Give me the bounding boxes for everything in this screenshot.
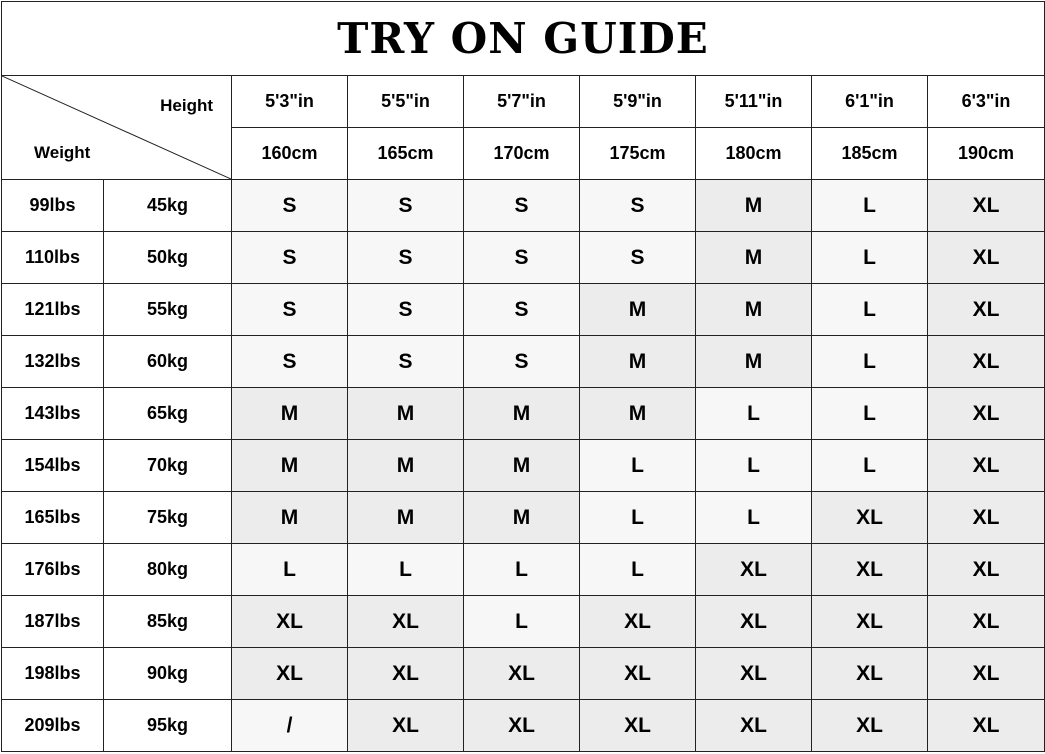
size-cell: L xyxy=(812,440,928,492)
size-cell: L xyxy=(812,180,928,232)
height-cm-header: 180cm xyxy=(696,128,812,180)
size-cell: XL xyxy=(464,648,580,700)
size-cell: S xyxy=(464,232,580,284)
size-cell: XL xyxy=(580,596,696,648)
size-cell: L xyxy=(348,544,464,596)
size-cell: M xyxy=(464,492,580,544)
size-cell: M xyxy=(348,440,464,492)
size-cell: XL xyxy=(812,492,928,544)
size-cell: S xyxy=(348,336,464,388)
size-cell: XL xyxy=(928,388,1045,440)
size-cell: XL xyxy=(928,284,1045,336)
weight-lbs-cell: 165lbs xyxy=(2,492,104,544)
weight-kg-cell: 95kg xyxy=(104,700,232,752)
height-cm-header: 165cm xyxy=(348,128,464,180)
size-cell: L xyxy=(580,492,696,544)
size-cell: S xyxy=(580,232,696,284)
size-cell: L xyxy=(696,492,812,544)
size-cell: XL xyxy=(348,648,464,700)
weight-kg-cell: 45kg xyxy=(104,180,232,232)
size-cell: L xyxy=(812,388,928,440)
diagonal-divider xyxy=(2,76,231,179)
table-row xyxy=(2,700,1045,752)
table-row xyxy=(2,544,1045,596)
table-row xyxy=(2,284,1045,336)
size-cell: S xyxy=(464,180,580,232)
size-cell: XL xyxy=(348,700,464,752)
table-row xyxy=(2,596,1045,648)
size-cell: XL xyxy=(348,596,464,648)
height-cm-header: 190cm xyxy=(928,128,1045,180)
size-cell: XL xyxy=(812,648,928,700)
weight-lbs-cell: 143lbs xyxy=(2,388,104,440)
size-cell: XL xyxy=(928,440,1045,492)
weight-lbs-cell: 198lbs xyxy=(2,648,104,700)
height-in-header: 5'3"in xyxy=(232,76,348,128)
size-guide-table xyxy=(1,1,1045,752)
weight-kg-cell: 65kg xyxy=(104,388,232,440)
corner-header xyxy=(2,76,232,180)
weight-kg-cell: 55kg xyxy=(104,284,232,336)
size-cell: XL xyxy=(928,180,1045,232)
size-cell: M xyxy=(464,388,580,440)
size-cell: XL xyxy=(696,544,812,596)
size-cell: M xyxy=(580,388,696,440)
table-row xyxy=(2,492,1045,544)
size-cell: L xyxy=(464,544,580,596)
size-cell: L xyxy=(464,596,580,648)
size-cell: M xyxy=(348,388,464,440)
height-in-header: 5'7"in xyxy=(464,76,580,128)
size-cell: L xyxy=(812,284,928,336)
table-row xyxy=(2,648,1045,700)
weight-lbs-cell: 121lbs xyxy=(2,284,104,336)
size-cell: XL xyxy=(232,596,348,648)
table-row xyxy=(2,232,1045,284)
size-cell: S xyxy=(464,336,580,388)
table-row xyxy=(2,440,1045,492)
size-cell: XL xyxy=(232,648,348,700)
weight-kg-cell: 85kg xyxy=(104,596,232,648)
size-cell: L xyxy=(232,544,348,596)
size-cell: XL xyxy=(928,336,1045,388)
height-in-header: 5'5"in xyxy=(348,76,464,128)
size-cell: S xyxy=(348,284,464,336)
size-cell: M xyxy=(696,180,812,232)
size-cell: XL xyxy=(928,544,1045,596)
size-cell: XL xyxy=(928,648,1045,700)
size-cell: M xyxy=(696,232,812,284)
size-cell: S xyxy=(348,180,464,232)
size-cell: L xyxy=(696,388,812,440)
size-cell: L xyxy=(812,336,928,388)
weight-lbs-cell: 209lbs xyxy=(2,700,104,752)
size-cell: M xyxy=(232,492,348,544)
size-cell: S xyxy=(348,232,464,284)
weight-lbs-cell: 187lbs xyxy=(2,596,104,648)
weight-lbs-cell: 99lbs xyxy=(2,180,104,232)
size-cell: XL xyxy=(928,232,1045,284)
height-cm-header: 170cm xyxy=(464,128,580,180)
weight-kg-cell: 50kg xyxy=(104,232,232,284)
size-cell: S xyxy=(232,180,348,232)
size-cell: XL xyxy=(928,596,1045,648)
weight-lbs-cell: 176lbs xyxy=(2,544,104,596)
size-cell: L xyxy=(580,544,696,596)
size-cell: M xyxy=(348,492,464,544)
size-cell: M xyxy=(232,440,348,492)
page-title: TRY ON GUIDE xyxy=(2,2,1045,76)
weight-axis-label: Weight xyxy=(34,143,91,162)
size-cell: XL xyxy=(812,596,928,648)
size-cell: S xyxy=(232,232,348,284)
size-cell: S xyxy=(232,284,348,336)
height-cm-header: 160cm xyxy=(232,128,348,180)
size-cell: L xyxy=(696,440,812,492)
size-cell: XL xyxy=(580,700,696,752)
size-cell: M xyxy=(696,336,812,388)
size-cell: S xyxy=(580,180,696,232)
height-axis-label: Height xyxy=(160,96,213,115)
weight-kg-cell: 80kg xyxy=(104,544,232,596)
height-cm-header: 185cm xyxy=(812,128,928,180)
size-cell: XL xyxy=(812,700,928,752)
size-cell: XL xyxy=(812,544,928,596)
weight-kg-cell: 90kg xyxy=(104,648,232,700)
size-cell: XL xyxy=(696,700,812,752)
height-in-header: 6'3"in xyxy=(928,76,1045,128)
size-cell: XL xyxy=(580,648,696,700)
height-in-header: 5'9"in xyxy=(580,76,696,128)
weight-kg-cell: 75kg xyxy=(104,492,232,544)
height-in-header: 6'1"in xyxy=(812,76,928,128)
size-cell: M xyxy=(696,284,812,336)
table-row xyxy=(2,336,1045,388)
table-row xyxy=(2,180,1045,232)
weight-kg-cell: 70kg xyxy=(104,440,232,492)
size-cell: XL xyxy=(696,648,812,700)
weight-lbs-cell: 154lbs xyxy=(2,440,104,492)
size-cell: M xyxy=(232,388,348,440)
size-cell: XL xyxy=(696,596,812,648)
size-cell: L xyxy=(580,440,696,492)
height-in-header: 5'11"in xyxy=(696,76,812,128)
size-cell: XL xyxy=(928,700,1045,752)
size-cell: S xyxy=(464,284,580,336)
height-cm-header: 175cm xyxy=(580,128,696,180)
weight-kg-cell: 60kg xyxy=(104,336,232,388)
size-cell: XL xyxy=(464,700,580,752)
size-cell: S xyxy=(232,336,348,388)
size-cell: M xyxy=(464,440,580,492)
size-cell: XL xyxy=(928,492,1045,544)
size-cell: M xyxy=(580,284,696,336)
weight-lbs-cell: 110lbs xyxy=(2,232,104,284)
weight-lbs-cell: 132lbs xyxy=(2,336,104,388)
table-row xyxy=(2,388,1045,440)
size-cell: / xyxy=(232,700,348,752)
size-cell: L xyxy=(812,232,928,284)
size-cell: M xyxy=(580,336,696,388)
